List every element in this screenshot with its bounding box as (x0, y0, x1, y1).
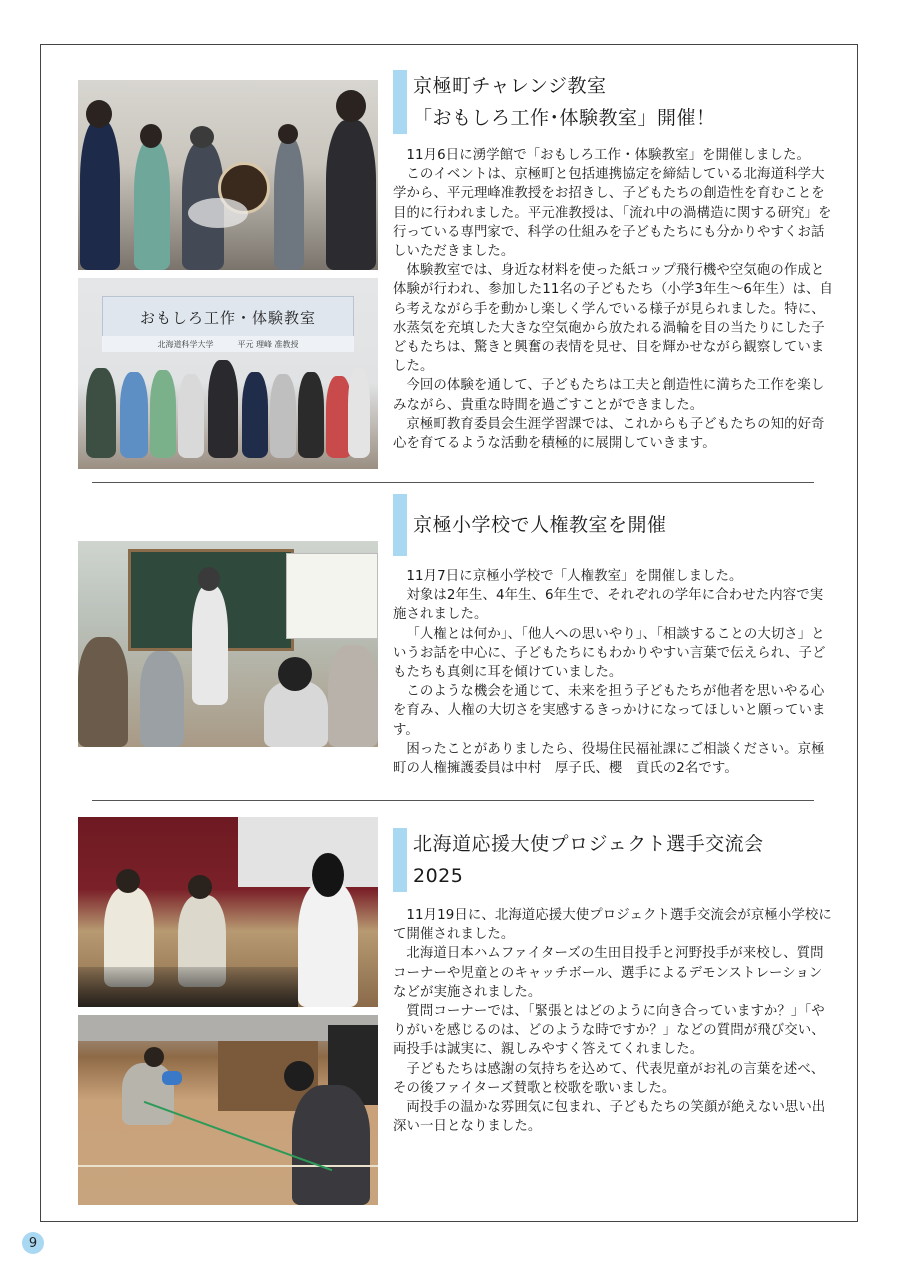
heading-accent-bar (393, 70, 407, 134)
photo-human-rights-class (78, 541, 378, 747)
paragraph: 京極町教育委員会生涯学習課では、これからも子どもたちの知的好奇心を育てるような活動を積極的に展開していきます。 (393, 416, 825, 452)
paragraph: 質問コーナーでは、「緊張とはどのように向き合っていますか？」「やりがいを感じるのは、どのような時ですか？」などの質問が飛び交い、両投手は誠実に、親しみやすく答えてくれました。 (393, 1004, 825, 1058)
paragraph: 困ったことがありましたら、役場住民福祉課にご相談ください。京極町の人権擁護委員は中村 厚子氏、櫻 貢氏の2名です。 (393, 741, 825, 777)
section-3-heading (393, 828, 823, 892)
page-number: 9 (22, 1232, 44, 1254)
paragraph: 北海道日本ハムファイターズの生田目投手と河野投手が来校し、質問コーナーや児童とのキャッチボール、選手によるデモンストレーションなどが実施されました。 (393, 946, 824, 1000)
paragraph: 体験教室では、身近な材料を使った紙コップ飛行機や空気砲の作成と体験が行われ、参加した11名の子どもたち（小学3年生〜6年生）は、自ら考えながら手を動かし楽しく学んでいる様子が見られました。特に、水蒸気を充填した大きな空気砲から放たれる渦輪を目の当たりにした子どもたちは、驚きと興奮の表情を見せ、目を輝かせながら観察していました。 (393, 263, 833, 375)
paragraph: 「人権とは何か」、「他人への思いやり」、「相談することの大切さ」というお話を中心に、子どもたちにもわかりやすい言葉で伝えられ、子どもたちも真剣に耳を傾けていました。 (393, 626, 826, 681)
heading-accent-bar (393, 494, 407, 556)
banner-sub-university: 北海道科学大学 (157, 339, 214, 349)
section-2-body (393, 567, 833, 778)
paragraph: 11月19日に、北海道応援大使プロジェクト選手交流会が京極小学校にて開催されました。 (393, 908, 832, 943)
paragraph: 11月6日に湧学館で「おもしろ工作・体験教室」を開催しました。 (406, 148, 810, 163)
photo-group-workshop (78, 278, 378, 469)
section-1-title: 京極町チャレンジ教室 「おもしろ工作･体験教室」開催！ (413, 75, 716, 129)
paragraph: 対象は2年生、4年生、6年生で、それぞれの学年に合わせた内容で実施されました。 (393, 588, 824, 623)
section-3-body (393, 906, 833, 1136)
photo-catch-ball (78, 1015, 378, 1205)
photo-players-stage (78, 817, 378, 1007)
paragraph: 今回の体験を通して、子どもたちは工夫と創造性に満ちた工作を楽しみながら、貴重な時間を過ごすことができました。 (393, 378, 825, 413)
section-1-body (393, 146, 833, 453)
heading-accent-bar (393, 828, 407, 892)
section-2-heading (393, 494, 823, 556)
section-divider (92, 482, 814, 483)
paragraph: このような機会を通じて、未来を担う子どもたちが他者を思いやる心を育み、人権の大切さを実感するきっかけになってほしいと願っています。 (393, 684, 826, 738)
paragraph: 子どもたちは感謝の気持ちを込めて、代表児童がお礼の言葉を述べ、その後ファイターズ賛歌と校歌を歌いました。 (393, 1061, 825, 1096)
workshop-banner: おもしろ工作・体験教室 (102, 296, 354, 338)
workshop-banner-sub (102, 336, 354, 352)
section-3-title: 北海道応援大使プロジェクト選手交流会 2025 (413, 833, 764, 887)
paragraph: 11月7日に京極小学校で「人権教室」を開催しました。 (406, 569, 743, 584)
photo-air-cannon-workshop (78, 80, 378, 270)
paragraph: 両投手の温かな雰囲気に包まれ、子どもたちの笑顔が絶えない思い出深い一日となりました。 (393, 1100, 826, 1135)
paragraph: このイベントは、京極町と包括連携協定を締結している北海道科学大学から、平元理峰准教授をお招きし、子どもたちの創造性を育むことを目的に行われました。平元准教授は、「流れ中の渦構造に関する研究」を行っている専門家で、科学の仕組みを子どもたちにも分かりやすくお話しいただきました。 (393, 167, 832, 260)
section-1-heading (393, 70, 823, 134)
banner-sub-professor: 平元 理峰 准教授 (237, 339, 299, 349)
section-2-title: 京極小学校で人権教室を開催 (413, 514, 667, 536)
section-divider (92, 800, 814, 801)
